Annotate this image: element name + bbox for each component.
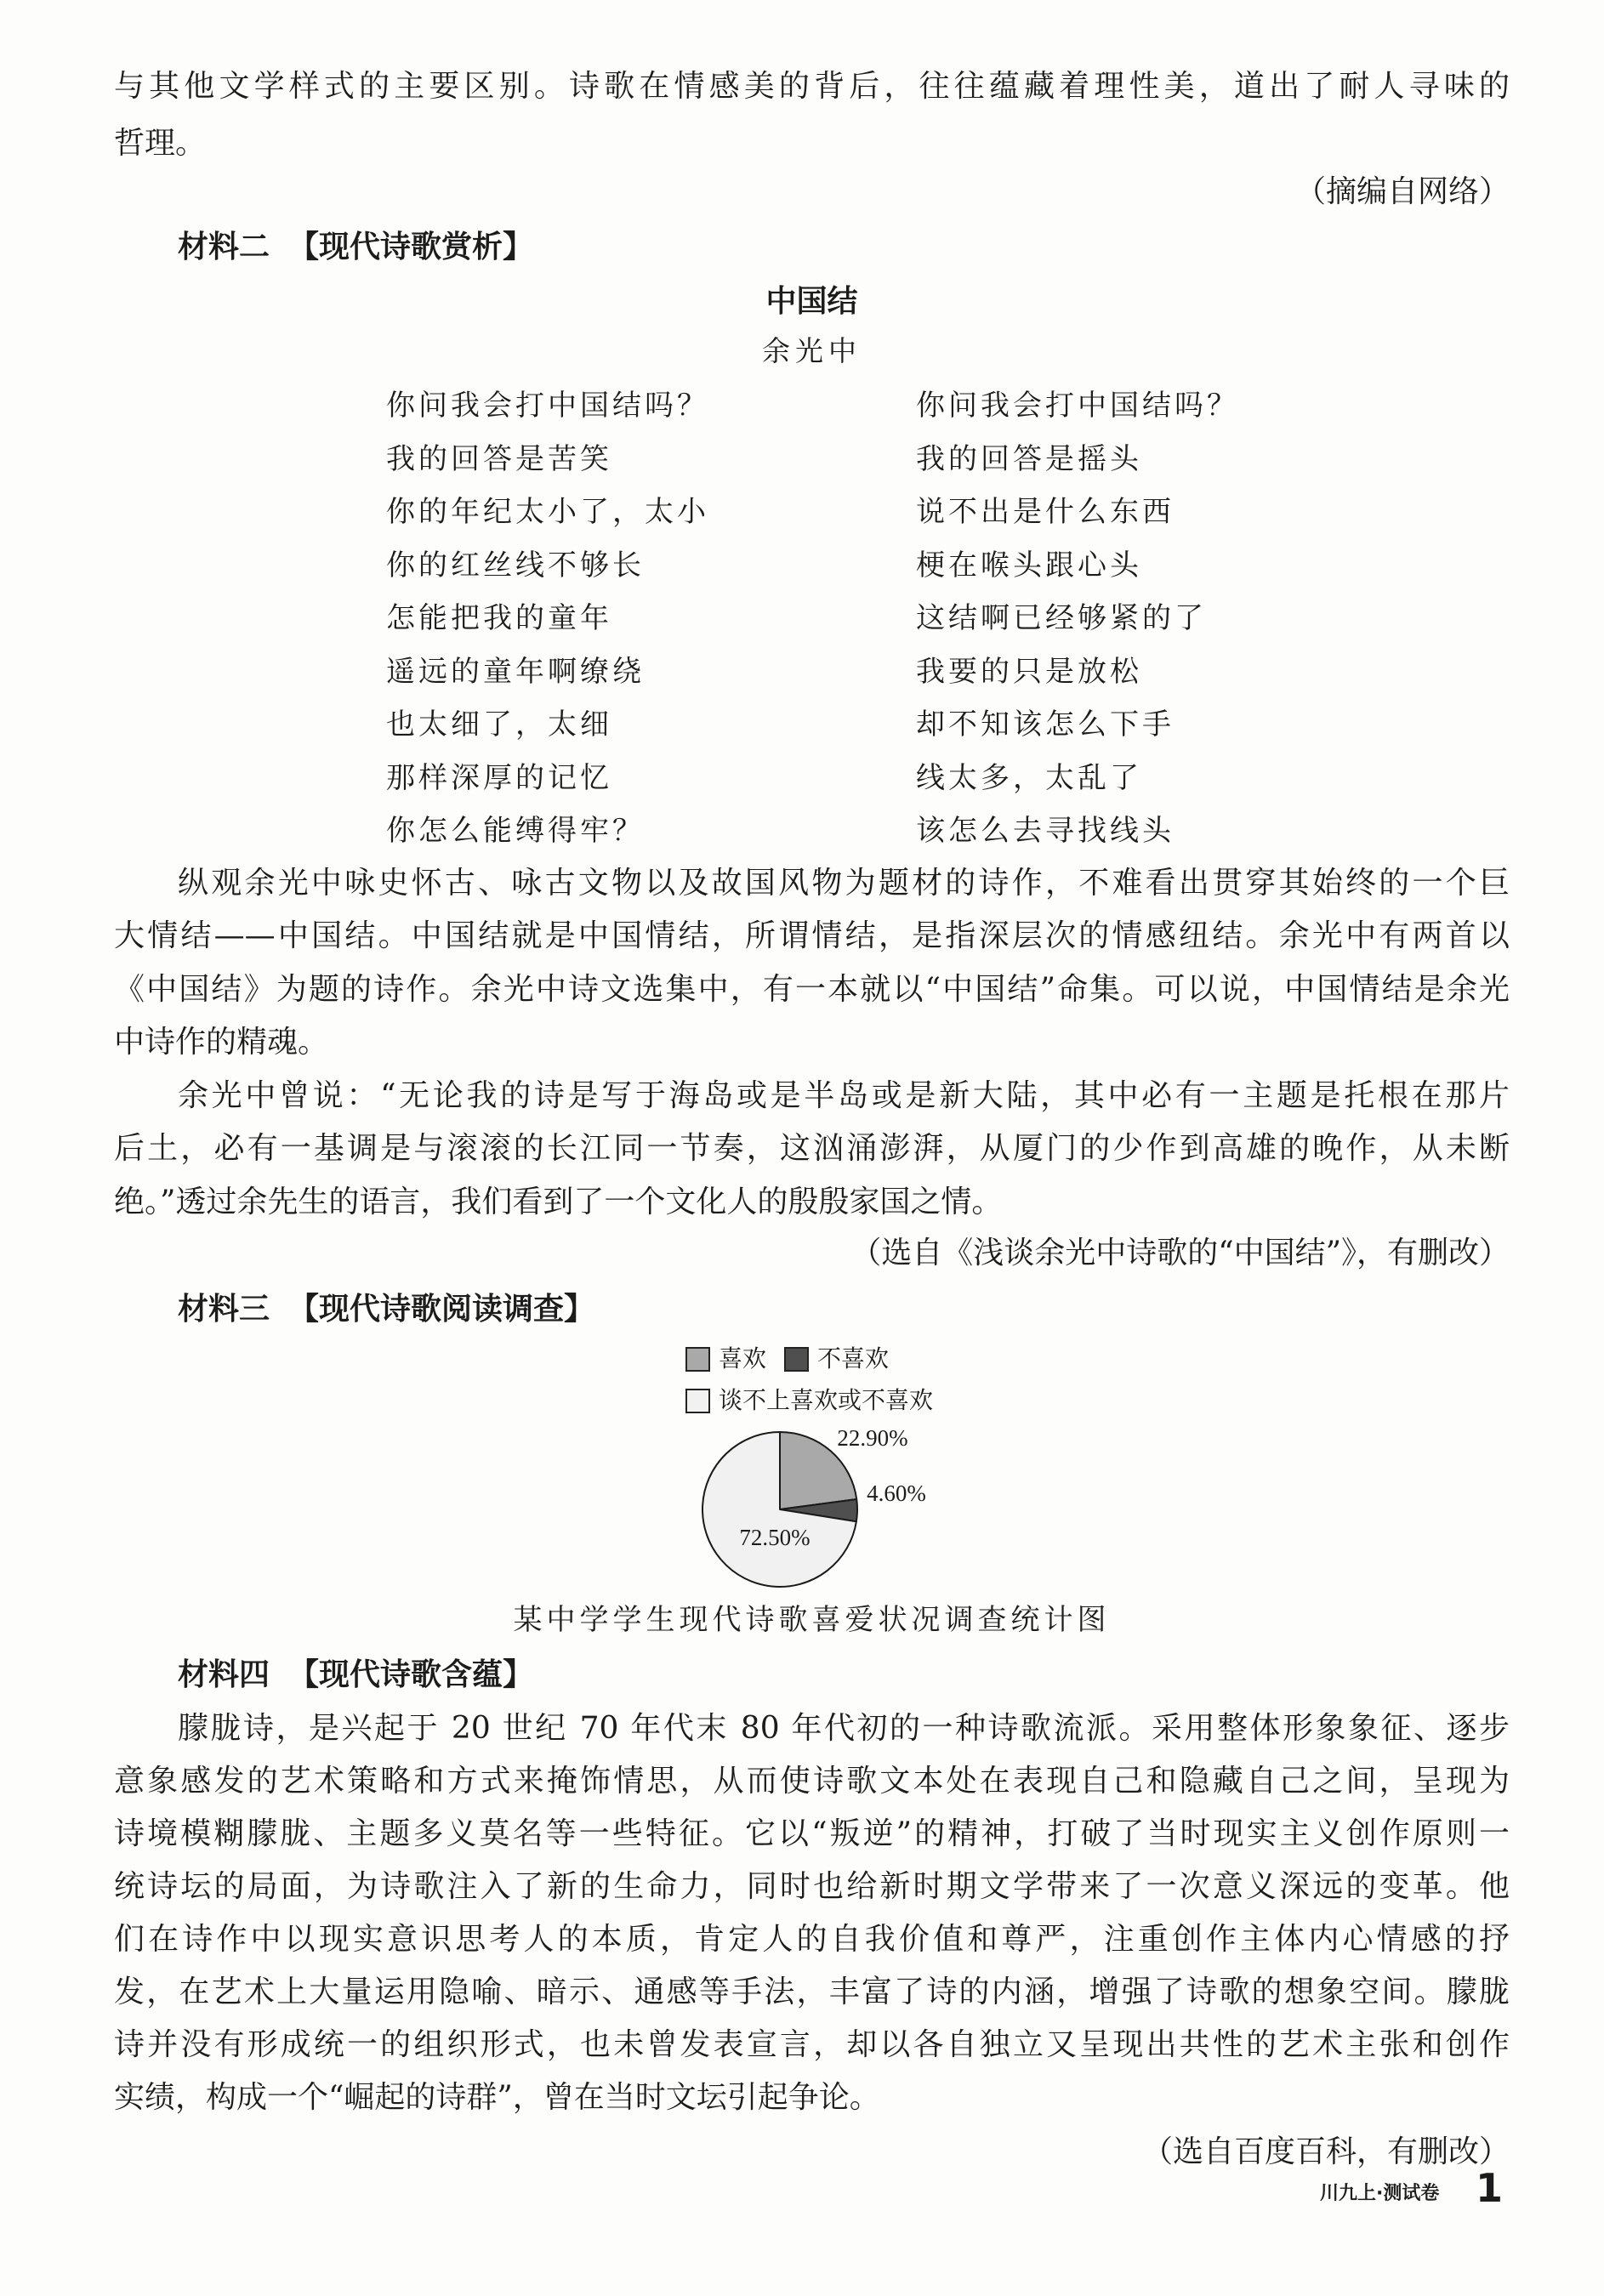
quote-paragraph — [114, 1070, 1510, 1229]
text-line: 大情结——中国结。中国结就是中国情结，所谓情结，是指深层次的情感纽结。余光中有两首以 — [114, 918, 1510, 954]
source-citation: （选自《浅谈余光中诗歌的“中国结”》，有删改） — [850, 1236, 1510, 1270]
poem-line: 你怎么能缚得牢？ — [386, 814, 645, 848]
poem-line: 遥远的童年啊缭绕 — [386, 654, 645, 689]
legend-swatch-like — [685, 1347, 710, 1372]
poem-line: 梗在喉头跟心头 — [916, 548, 1142, 583]
material-label: 材料二 — [178, 230, 270, 264]
material-heading: 【现代诗歌赏析】 — [288, 230, 534, 264]
poem-line: 这结啊已经够紧的了 — [916, 601, 1207, 635]
material4-header — [178, 1649, 533, 1702]
poem-line: 你的年纪太小了，太小 — [386, 495, 709, 529]
source-citation: （摘编自网络） — [1294, 174, 1510, 209]
text-line: 中诗作的精魂。 — [114, 1025, 329, 1060]
text-line: 们在诗作中以现实意识思考人的本质，肯定人的自我价值和尊严，注重创作主体内心情感的抒 — [114, 1922, 1510, 1957]
text-line: 与其他文学样式的主要区别。诗歌在情感美的背后，往往蕴藏着理性美，道出了耐人寻味的 — [114, 69, 1510, 104]
poem-line: 你问我会打中国结吗？ — [386, 389, 709, 423]
poem-right-column — [916, 379, 1239, 858]
pie-value-label-neutral: 72.50% — [739, 1525, 811, 1551]
poem-line: 你问我会打中国结吗？ — [916, 389, 1239, 423]
text-line: 绝。”透过余先生的语言，我们看到了一个文化人的殷殷家国之情。 — [114, 1184, 1003, 1219]
misty-poetry-paragraph — [114, 1702, 1510, 2124]
poem-line: 我的回答是苦笑 — [386, 441, 612, 476]
pie-chart — [672, 1412, 978, 1607]
source-citation: （选自百度百科，有删改） — [1141, 2134, 1510, 2169]
poem-line: 怎能把我的童年 — [386, 601, 612, 635]
poem-line: 那样深厚的记忆 — [386, 760, 612, 795]
poem-title: 中国结 — [765, 284, 858, 319]
text-line: 诗境模糊朦胧、主题多义莫名等一些特征。它以“叛逆”的精神，打破了当时现实主义创作原则一 — [114, 1816, 1510, 1851]
text-line: 《中国结》为题的诗作。余光中诗文选集中，有一本就以“中国结”命集。可以说，中国情结是余光 — [114, 971, 1510, 1007]
poem-line: 也太细了，太细 — [386, 708, 612, 742]
text-line: 后土，必有一基调是与滚滚的长江同一节奏，这汹涌澎湃，从厦门的少作到高雄的晚作，从未断 — [114, 1131, 1510, 1167]
poem-left-column — [386, 379, 709, 858]
poem-line: 说不出是什么东西 — [916, 495, 1175, 529]
footer-series-label: 川九上·测试卷 — [1320, 2183, 1440, 2204]
poem-line: 我要的只是放松 — [916, 654, 1142, 689]
text-line: 朦胧诗，是兴起于 20 世纪 70 年代末 80 年代初的一种诗歌流派。采用整体形象象征、逐步 — [178, 1711, 1510, 1746]
pie-value-label-like: 22.90% — [837, 1425, 908, 1452]
text-line: 余光中曾说：“无论我的诗是写于海岛或是半岛或是新大陆，其中必有一主题是托根在那片 — [178, 1078, 1510, 1113]
text-line: 意象感发的艺术策略和方式来掩饰情思，从而使诗歌文本处在表现自己和隐藏自己之间，呈现为 — [114, 1764, 1510, 1799]
poem-author: 余光中 — [762, 334, 862, 367]
material-heading: 【现代诗歌阅读调查】 — [288, 1292, 595, 1327]
pie-value-label-dislike: 4.60% — [867, 1480, 926, 1507]
page-number: 1 — [1476, 2165, 1504, 2211]
text-line: 纵观余光中咏史怀古、咏古文物以及故国风物为题材的诗作，不难看出贯穿其始终的一个巨 — [178, 866, 1510, 901]
material-heading: 【现代诗歌含蕴】 — [288, 1657, 534, 1692]
text-line: 发，在艺术上大量运用隐喻、暗示、通感等手法，丰富了诗的内涵，增强了诗歌的想象空间。朦胧 — [114, 1975, 1510, 2009]
text-line: 实绩，构成一个“崛起的诗群”，曾在当时文坛引起争论。 — [114, 2080, 880, 2115]
poem-line: 却不知该怎么下手 — [916, 708, 1175, 742]
material-label: 材料四 — [178, 1657, 270, 1692]
text-line: 哲理。 — [114, 126, 207, 161]
poem-line: 线太多，太乱了 — [916, 760, 1142, 795]
poem-line: 该怎么去寻找线头 — [916, 814, 1175, 848]
poem-line: 我的回答是摇头 — [916, 441, 1142, 476]
material-label: 材料三 — [178, 1292, 270, 1327]
text-line: 诗并没有形成统一的组织形式，也未曾发表宣言，却以各自独立又呈现出共性的艺术主张和创作 — [114, 2027, 1510, 2062]
chart-caption: 某中学学生现代诗歌喜爱状况调查统计图 — [513, 1603, 1111, 1637]
legend-label-dislike: 不喜欢 — [817, 1344, 890, 1372]
legend-label-neutral: 谈不上喜欢或不喜欢 — [719, 1386, 934, 1414]
material2-header — [178, 221, 533, 274]
intro-paragraph — [114, 58, 1510, 172]
legend-swatch-neutral — [685, 1389, 710, 1413]
legend-label-like: 喜欢 — [719, 1344, 767, 1372]
material3-header — [178, 1283, 594, 1336]
analysis-paragraph — [114, 857, 1510, 1070]
text-line: 统诗坛的局面，为诗歌注入了新的生命力，同时也给新时期文学带来了一次意义深远的变革。他 — [114, 1869, 1510, 1904]
poem-line: 你的红丝线不够长 — [386, 548, 645, 583]
legend-swatch-dislike — [784, 1347, 809, 1372]
